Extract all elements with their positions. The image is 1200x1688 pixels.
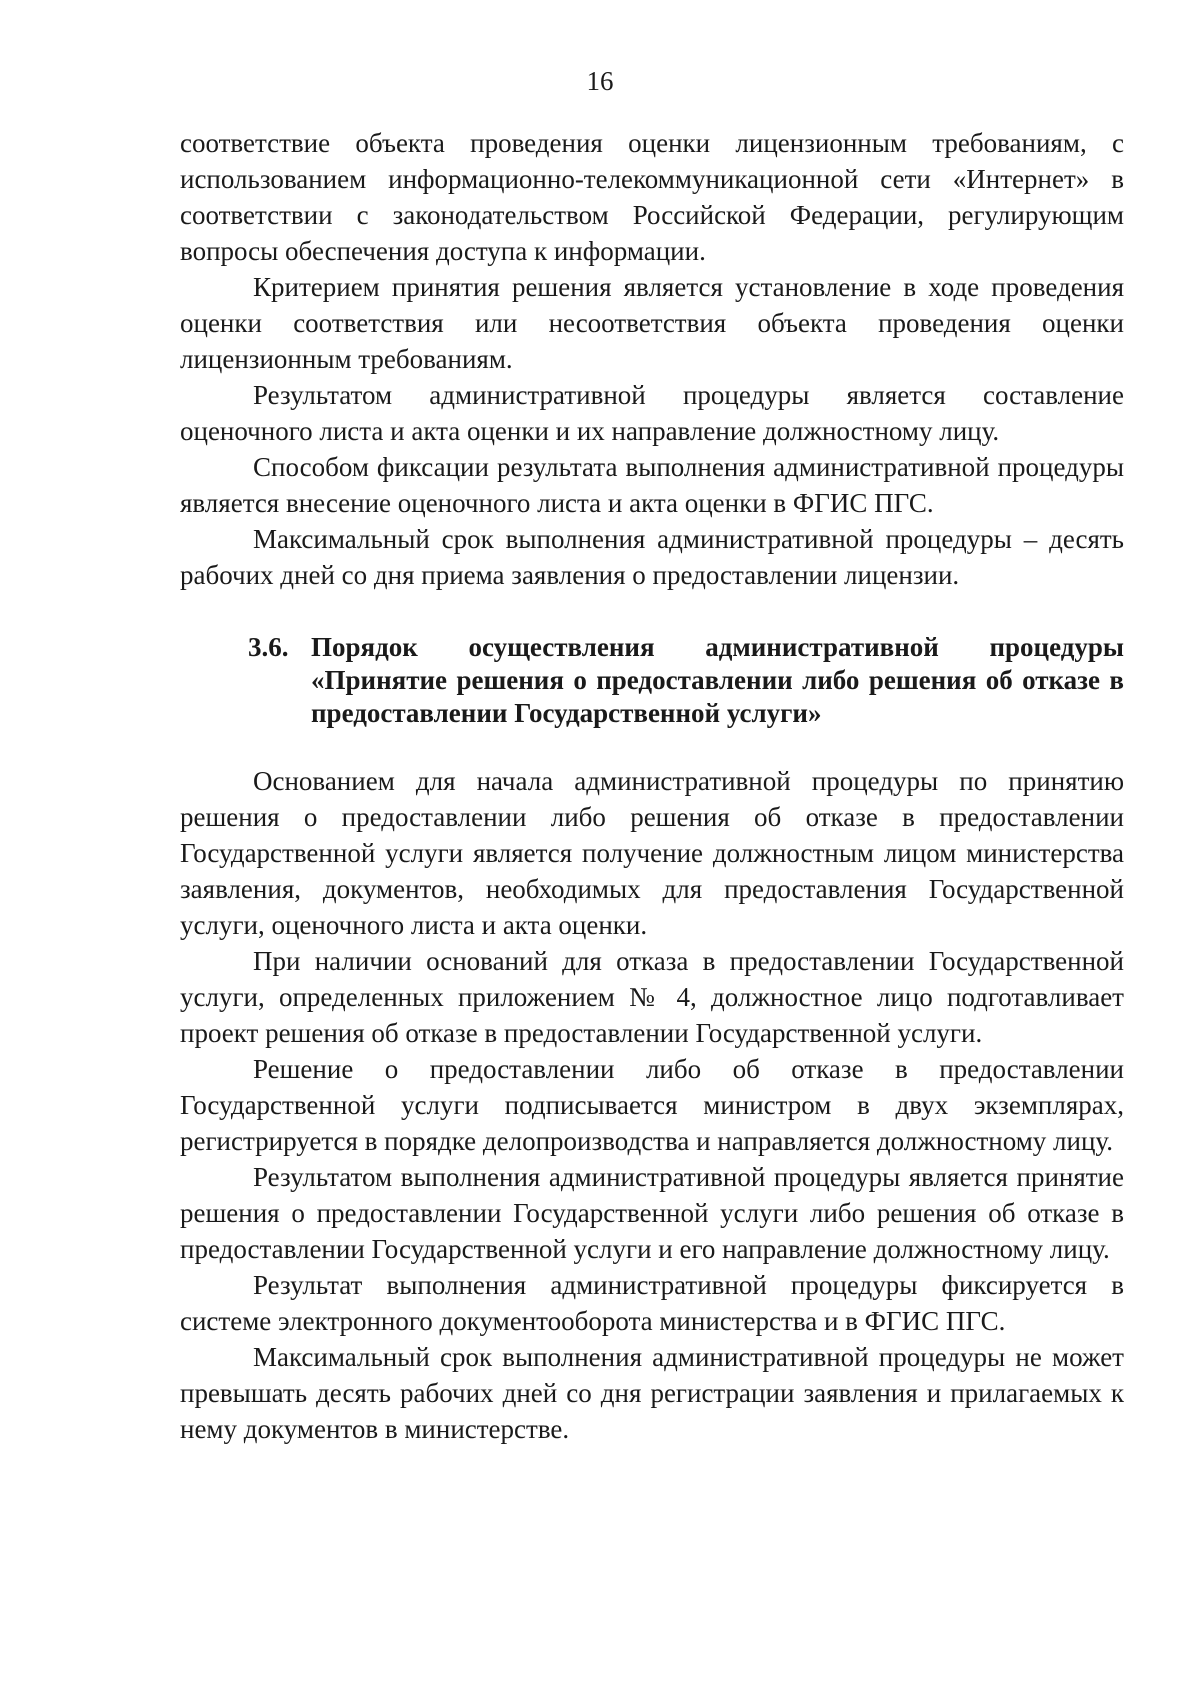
section-heading	[248, 631, 1124, 730]
paragraph-refusal-grounds: При наличии оснований для отказа в предоставлении Государственной услуги, определенных приложением № 4, должностное лицо подготавливает проект решения об отказе в предоставлении Государственной услуги.	[180, 946, 1124, 1048]
section-body	[180, 763, 1124, 1447]
paragraph-grounds: Основанием для начала административной процедуры по принятию решения о предоставлении либо решения об отказе в предоставлении Государственной услуги является получение должностным лицом министерства заявления, документов, необходимых для предоставления Государственной услуги, оценочного листа и акта оценки.	[180, 766, 1124, 940]
paragraph-max-duration: Максимальный срок выполнения административной процедуры не может превышать десять рабочих дней со дня регистрации заявления и прилагаемых к нему документов в министерстве.	[180, 1342, 1124, 1444]
paragraph-decision-signing: Решение о предоставлении либо об отказе в предоставлении Государственной услуги подписывается министром в двух экземплярах, регистрируется в порядке делопроизводства и направляется должностному лицу.	[180, 1054, 1124, 1156]
section-number: 3.6.	[248, 632, 289, 662]
section-title: Порядок осуществления административной процедуры «Принятие решения о предоставлении либо решения об отказе в предоставлении Государственной услуги»	[311, 632, 1124, 728]
paragraph-fixation: Способом фиксации результата выполнения административной процедуры является внесение оценочного листа и акта оценки в ФГИС ПГС.	[180, 452, 1124, 518]
paragraph-result-recording: Результат выполнения административной процедуры фиксируется в системе электронного документооборота министерства и в ФГИС ПГС.	[180, 1270, 1124, 1336]
top-text-block	[180, 125, 1124, 593]
paragraph-criterion: Критерием принятия решения является установление в ходе проведения оценки соответствия или несоответствия объекта проведения оценки лицензионным требованиям.	[180, 272, 1124, 374]
page-number: 16	[586, 66, 614, 96]
paragraph-result: Результатом административной процедуры является составление оценочного листа и акта оценки и их направление должностному лицу.	[180, 380, 1124, 446]
paragraph-procedure-result: Результатом выполнения административной процедуры является принятие решения о предоставлении Государственной услуги либо решения об отказе в предоставлении Государственной услуги и его направление должностному лицу.	[180, 1162, 1124, 1264]
paragraph-continuation: соответствие объекта проведения оценки лицензионным требованиям, с использованием информационно-телекоммуникационной сети «Интернет» в соответствии с законодательством Российской Федерации, регулирующим вопросы обеспечения доступа к информации.	[180, 128, 1124, 266]
paragraph-max-term: Максимальный срок выполнения административной процедуры – десять рабочих дней со дня приема заявления о предоставлении лицензии.	[180, 524, 1124, 590]
